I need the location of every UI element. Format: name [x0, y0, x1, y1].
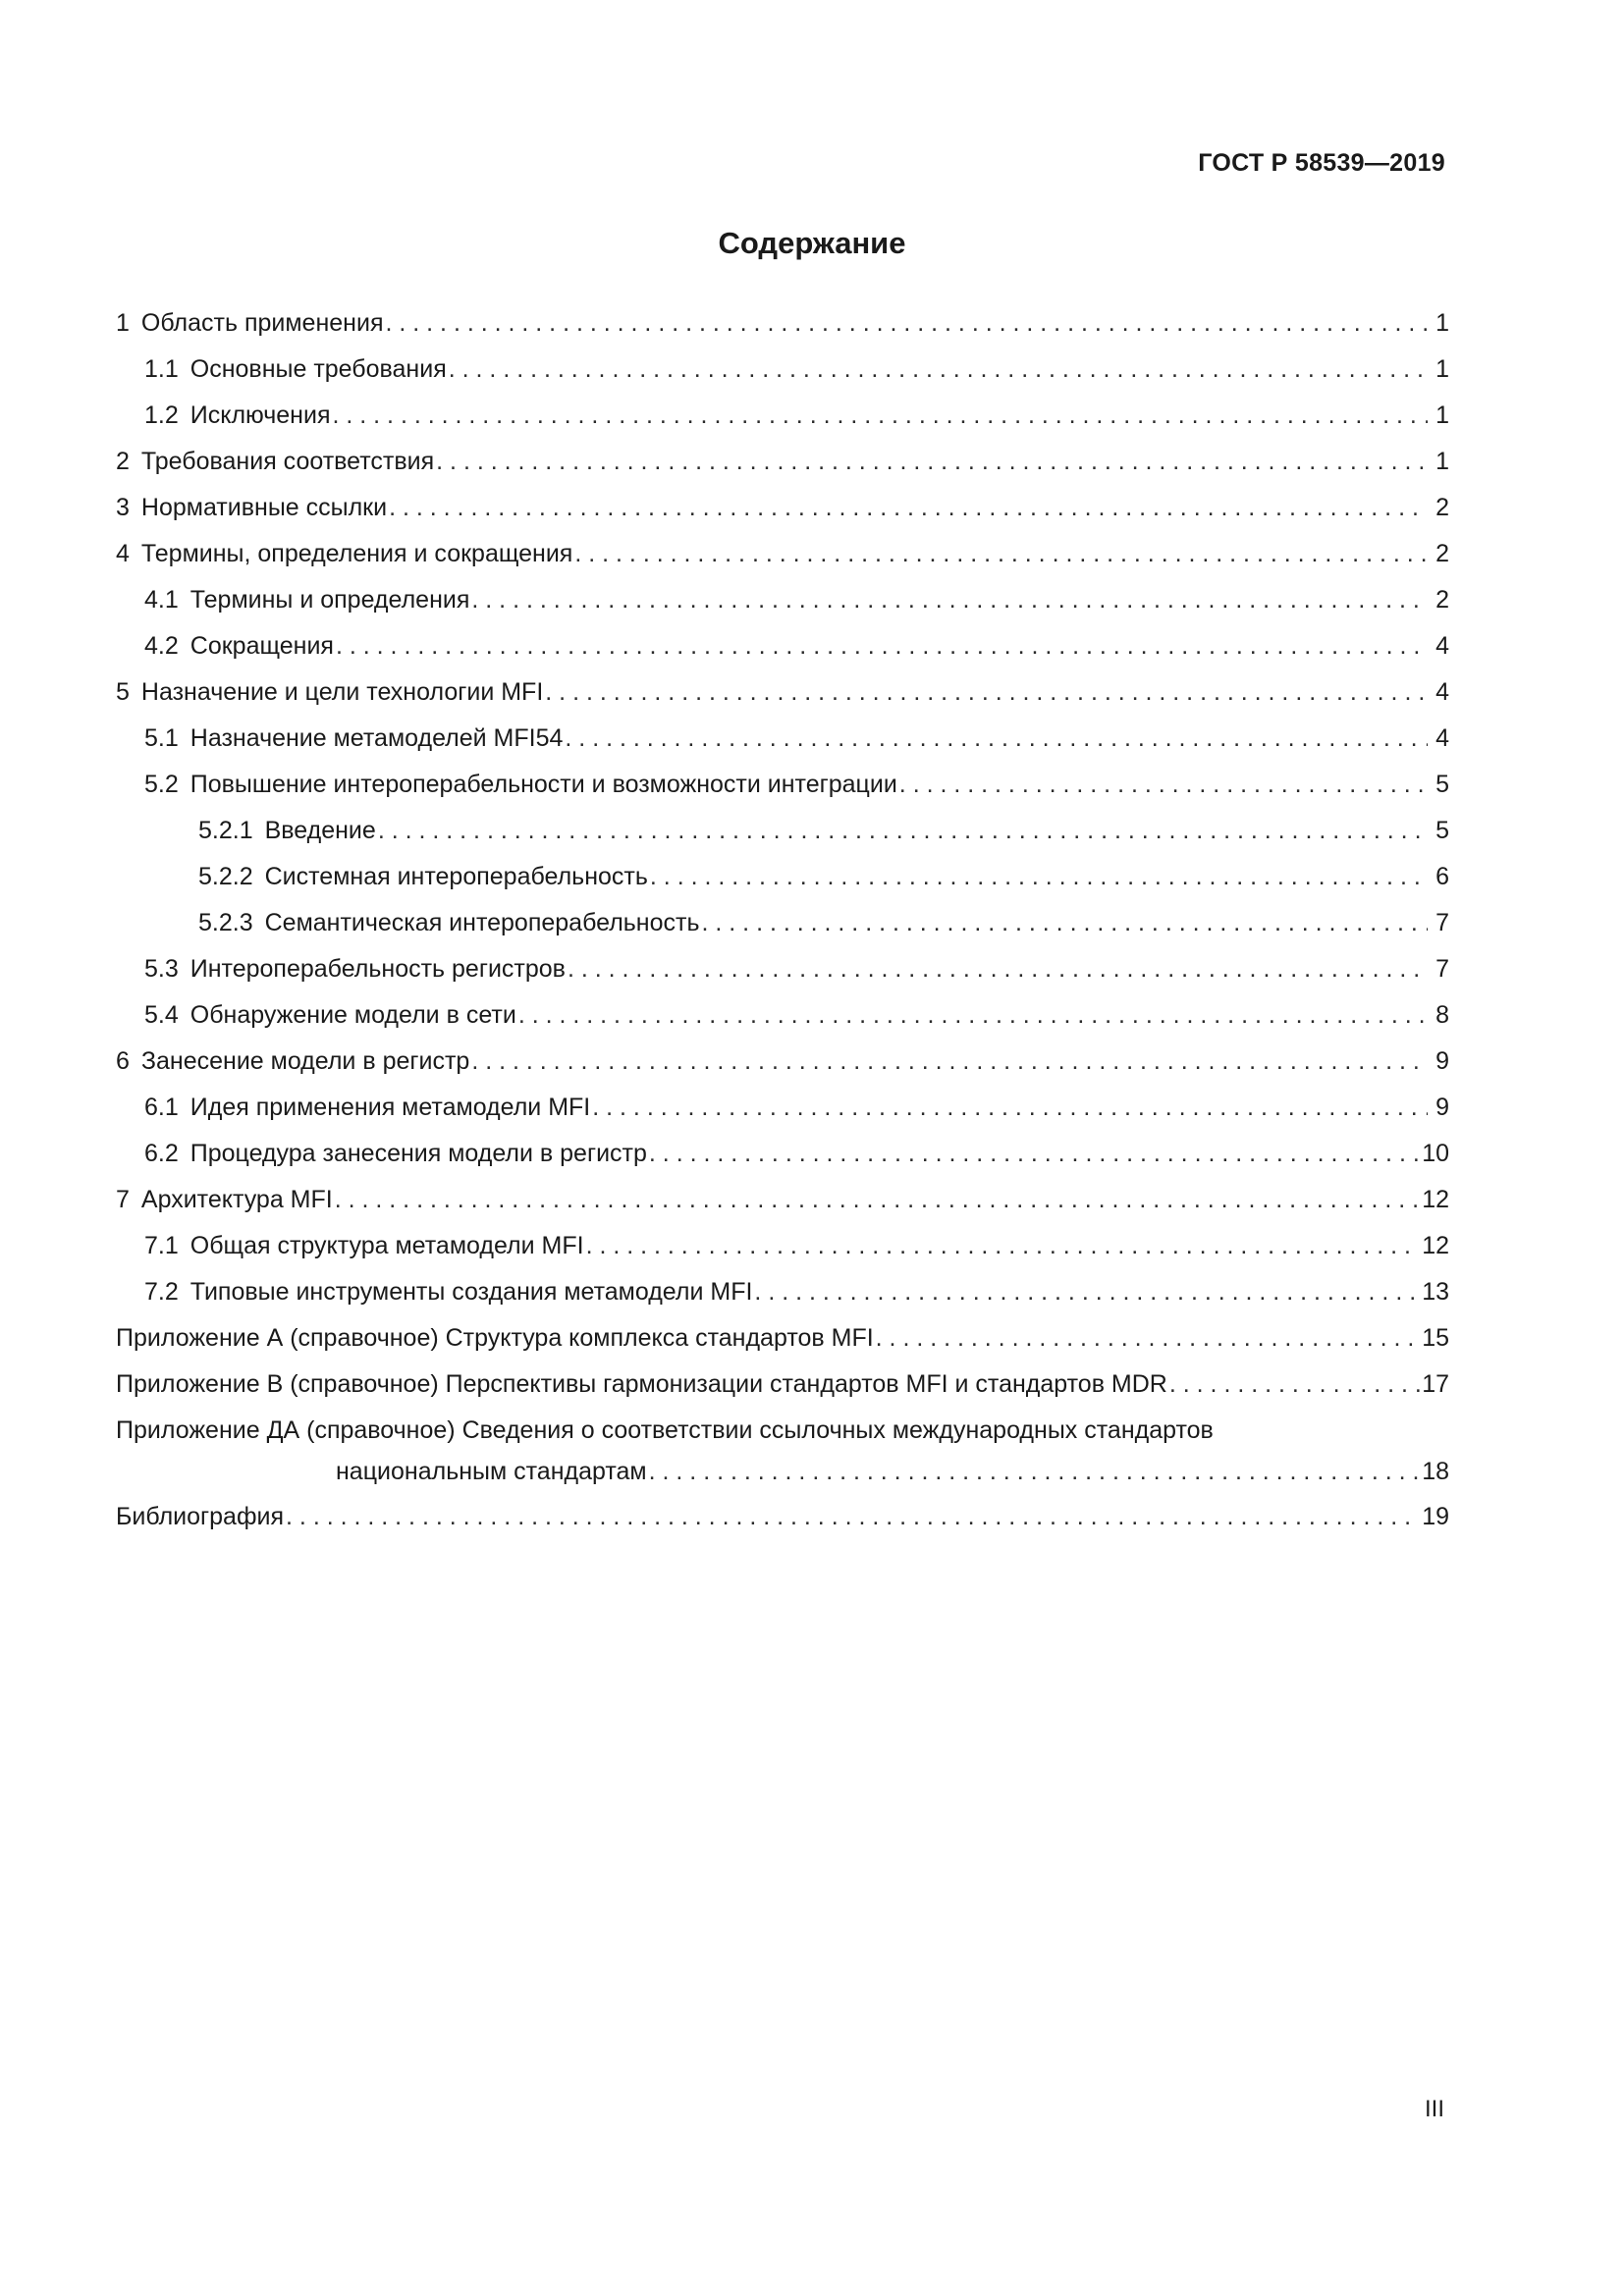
toc-entry-page: 5 [1435, 817, 1449, 844]
toc-entry-page: 12 [1422, 1186, 1449, 1213]
toc-entry-number: 3 [116, 494, 130, 521]
toc-entry[interactable] [116, 1000, 1449, 1046]
toc-entry-label: Семантическая интероперабельность [264, 909, 700, 936]
toc-entry-page: 1 [1435, 448, 1449, 475]
toc-entry[interactable] [116, 447, 1449, 493]
toc-entry[interactable] [116, 493, 1449, 539]
toc-entry[interactable] [116, 954, 1449, 1000]
dot-leader [385, 308, 1428, 338]
toc-entry-number: 4.2 [144, 632, 179, 660]
toc-entry[interactable] [116, 677, 1449, 723]
toc-entry-page: 18 [1422, 1458, 1449, 1485]
toc-entry-page: 5 [1435, 771, 1449, 798]
toc-entry-number: 7 [116, 1186, 130, 1213]
toc-entry-label: Библиография [116, 1503, 285, 1530]
dot-leader [592, 1093, 1428, 1122]
toc-entry-page: 7 [1435, 909, 1449, 936]
toc-entry[interactable] [116, 1369, 1449, 1415]
toc-entry-number: 4.1 [144, 586, 179, 614]
toc-entry[interactable] [116, 1323, 1449, 1369]
toc-entry-page: 2 [1435, 540, 1449, 567]
dot-leader [449, 354, 1428, 384]
document-code: ГОСТ Р 58539—2019 [1198, 149, 1445, 177]
toc-entry-page: 1 [1435, 355, 1449, 383]
page-number: III [1424, 2096, 1444, 2122]
dot-leader [518, 1000, 1428, 1030]
toc-entry-number: 5.1 [144, 724, 179, 752]
dot-leader [336, 631, 1428, 661]
toc-entry-page: 4 [1435, 632, 1449, 660]
toc-entry-page: 19 [1422, 1503, 1449, 1530]
dot-leader [335, 1185, 1420, 1214]
toc-entry-label: Занесение модели в регистр [140, 1047, 470, 1075]
dot-leader [568, 954, 1428, 984]
toc-entry-label: Интероперабельность регистров [189, 955, 566, 983]
toc-entry-label: Повышение интероперабельности и возможности интеграции [189, 771, 897, 798]
dot-leader [1169, 1369, 1420, 1399]
toc-entry-number: 5.2.1 [198, 817, 253, 844]
dot-leader [332, 400, 1428, 430]
toc-entry-label: Обнаружение модели в сети [189, 1001, 516, 1029]
dot-leader [471, 585, 1428, 614]
toc-entry-label: Назначение и цели технологии MFI [140, 678, 544, 706]
dot-leader [286, 1502, 1420, 1531]
toc-entry[interactable] [116, 1046, 1449, 1093]
dot-leader [876, 1323, 1421, 1353]
toc-entry-number: 5.2.2 [198, 863, 253, 890]
dot-leader [574, 539, 1428, 568]
toc-entry-number: 1 [116, 309, 130, 337]
toc-entry[interactable] [116, 770, 1449, 816]
toc-entry-page: 6 [1435, 863, 1449, 890]
dot-leader [389, 493, 1428, 522]
dot-leader [650, 862, 1428, 891]
toc-entry-number: 1.2 [144, 401, 179, 429]
toc-entry-page: 4 [1435, 724, 1449, 752]
toc-entry-number: 5 [116, 678, 130, 706]
toc-entry-label: Общая структура метамодели MFI [189, 1232, 584, 1259]
toc-entry-page: 12 [1422, 1232, 1449, 1259]
toc-entry-number: 6.2 [144, 1140, 179, 1167]
toc-entry-label: Термины, определения и сокращения [140, 540, 573, 567]
toc-entry-number: 7.1 [144, 1232, 179, 1259]
toc-entry-label: Приложение ДА (справочное) Сведения о соответствии ссылочных международных стандартов [116, 1416, 1214, 1444]
toc-entry[interactable] [116, 631, 1449, 677]
toc-entry-label-continued: национальным стандартам [336, 1458, 647, 1485]
toc-entry[interactable] [116, 539, 1449, 585]
toc-entry-page: 13 [1422, 1278, 1449, 1306]
toc-entry[interactable] [116, 816, 1449, 862]
toc-entry-label: Требования соответствия [140, 448, 435, 475]
toc-entry-number: 7.2 [144, 1278, 179, 1306]
toc-entry-label: Идея применения метамодели MFI [189, 1094, 591, 1121]
dot-leader [649, 1457, 1421, 1486]
toc-entry[interactable] [116, 1093, 1449, 1139]
toc-entry[interactable] [116, 1231, 1449, 1277]
dot-leader [899, 770, 1428, 799]
toc-entry-page: 1 [1435, 401, 1449, 429]
toc-entry[interactable] [116, 308, 1449, 354]
toc-entry-label: Нормативные ссылки [140, 494, 388, 521]
toc-entry[interactable] [116, 585, 1449, 631]
toc-entry-label: Архитектура MFI [140, 1186, 333, 1213]
toc-entry-label: Термины и определения [189, 586, 470, 614]
toc-entry-number: 5.4 [144, 1001, 179, 1029]
toc-entry-bibliography[interactable] [116, 1502, 1449, 1548]
dot-leader [471, 1046, 1428, 1076]
dot-leader [649, 1139, 1420, 1168]
dot-leader [378, 816, 1428, 845]
toc-entry-page: 10 [1422, 1140, 1449, 1167]
toc-entry-page: 17 [1422, 1370, 1449, 1398]
toc-entry[interactable] [116, 908, 1449, 954]
toc-entry-label: Основные требования [189, 355, 447, 383]
toc-entry-label: Процедура занесения модели в регистр [189, 1140, 647, 1167]
dot-leader [545, 677, 1428, 707]
dot-leader [702, 908, 1429, 937]
toc-entry[interactable] [116, 1277, 1449, 1323]
toc-entry[interactable] [116, 1185, 1449, 1231]
toc-entry-page: 1 [1435, 309, 1449, 337]
toc-entry-label: Назначение метамоделей MFI54 [189, 724, 564, 752]
toc-entry-label: Типовые инструменты создания метамодели MFI [189, 1278, 753, 1306]
dot-leader [754, 1277, 1420, 1307]
toc-entry-number: 1.1 [144, 355, 179, 383]
toc-entry-page: 9 [1435, 1094, 1449, 1121]
toc-entry-label: Область применения [140, 309, 384, 337]
dot-leader [565, 723, 1428, 753]
toc-entry-label: Исключения [189, 401, 331, 429]
toc-entry-number: 5.2.3 [198, 909, 253, 936]
toc-title: Содержание [718, 226, 906, 260]
toc-entry-page: 7 [1435, 955, 1449, 983]
toc-entry[interactable] [116, 400, 1449, 447]
toc-entry-label: Приложение В (справочное) Перспективы гармонизации стандартов MFI и стандартов MDR [116, 1370, 1167, 1398]
toc-entry[interactable] [116, 354, 1449, 400]
dot-leader [436, 447, 1428, 476]
toc-entry-page: 4 [1435, 678, 1449, 706]
toc-entry-number: 6 [116, 1047, 130, 1075]
toc-entry[interactable] [116, 723, 1449, 770]
dot-leader [586, 1231, 1421, 1260]
toc-entry-number: 2 [116, 448, 130, 475]
toc-entry-page: 2 [1435, 494, 1449, 521]
toc-entry-page: 8 [1435, 1001, 1449, 1029]
toc-entry-number: 6.1 [144, 1094, 179, 1121]
toc-entry-number: 5.3 [144, 955, 179, 983]
toc-entry-number: 4 [116, 540, 130, 567]
toc-entry-page: 15 [1422, 1324, 1449, 1352]
toc-entry-label: Приложение А (справочное) Структура комплекса стандартов MFI [116, 1324, 874, 1352]
toc-entry-page: 2 [1435, 586, 1449, 614]
toc-entry[interactable] [116, 862, 1449, 908]
toc-entry-label: Сокращения [189, 632, 334, 660]
toc-entry[interactable] [116, 1139, 1449, 1185]
toc-entry-appendix-da[interactable] [116, 1415, 1449, 1502]
table-of-contents [116, 308, 1449, 1548]
toc-entry-number: 5.2 [144, 771, 179, 798]
toc-entry-label: Введение [264, 817, 376, 844]
toc-entry-page: 9 [1435, 1047, 1449, 1075]
toc-entry-label: Системная интероперабельность [264, 863, 648, 890]
